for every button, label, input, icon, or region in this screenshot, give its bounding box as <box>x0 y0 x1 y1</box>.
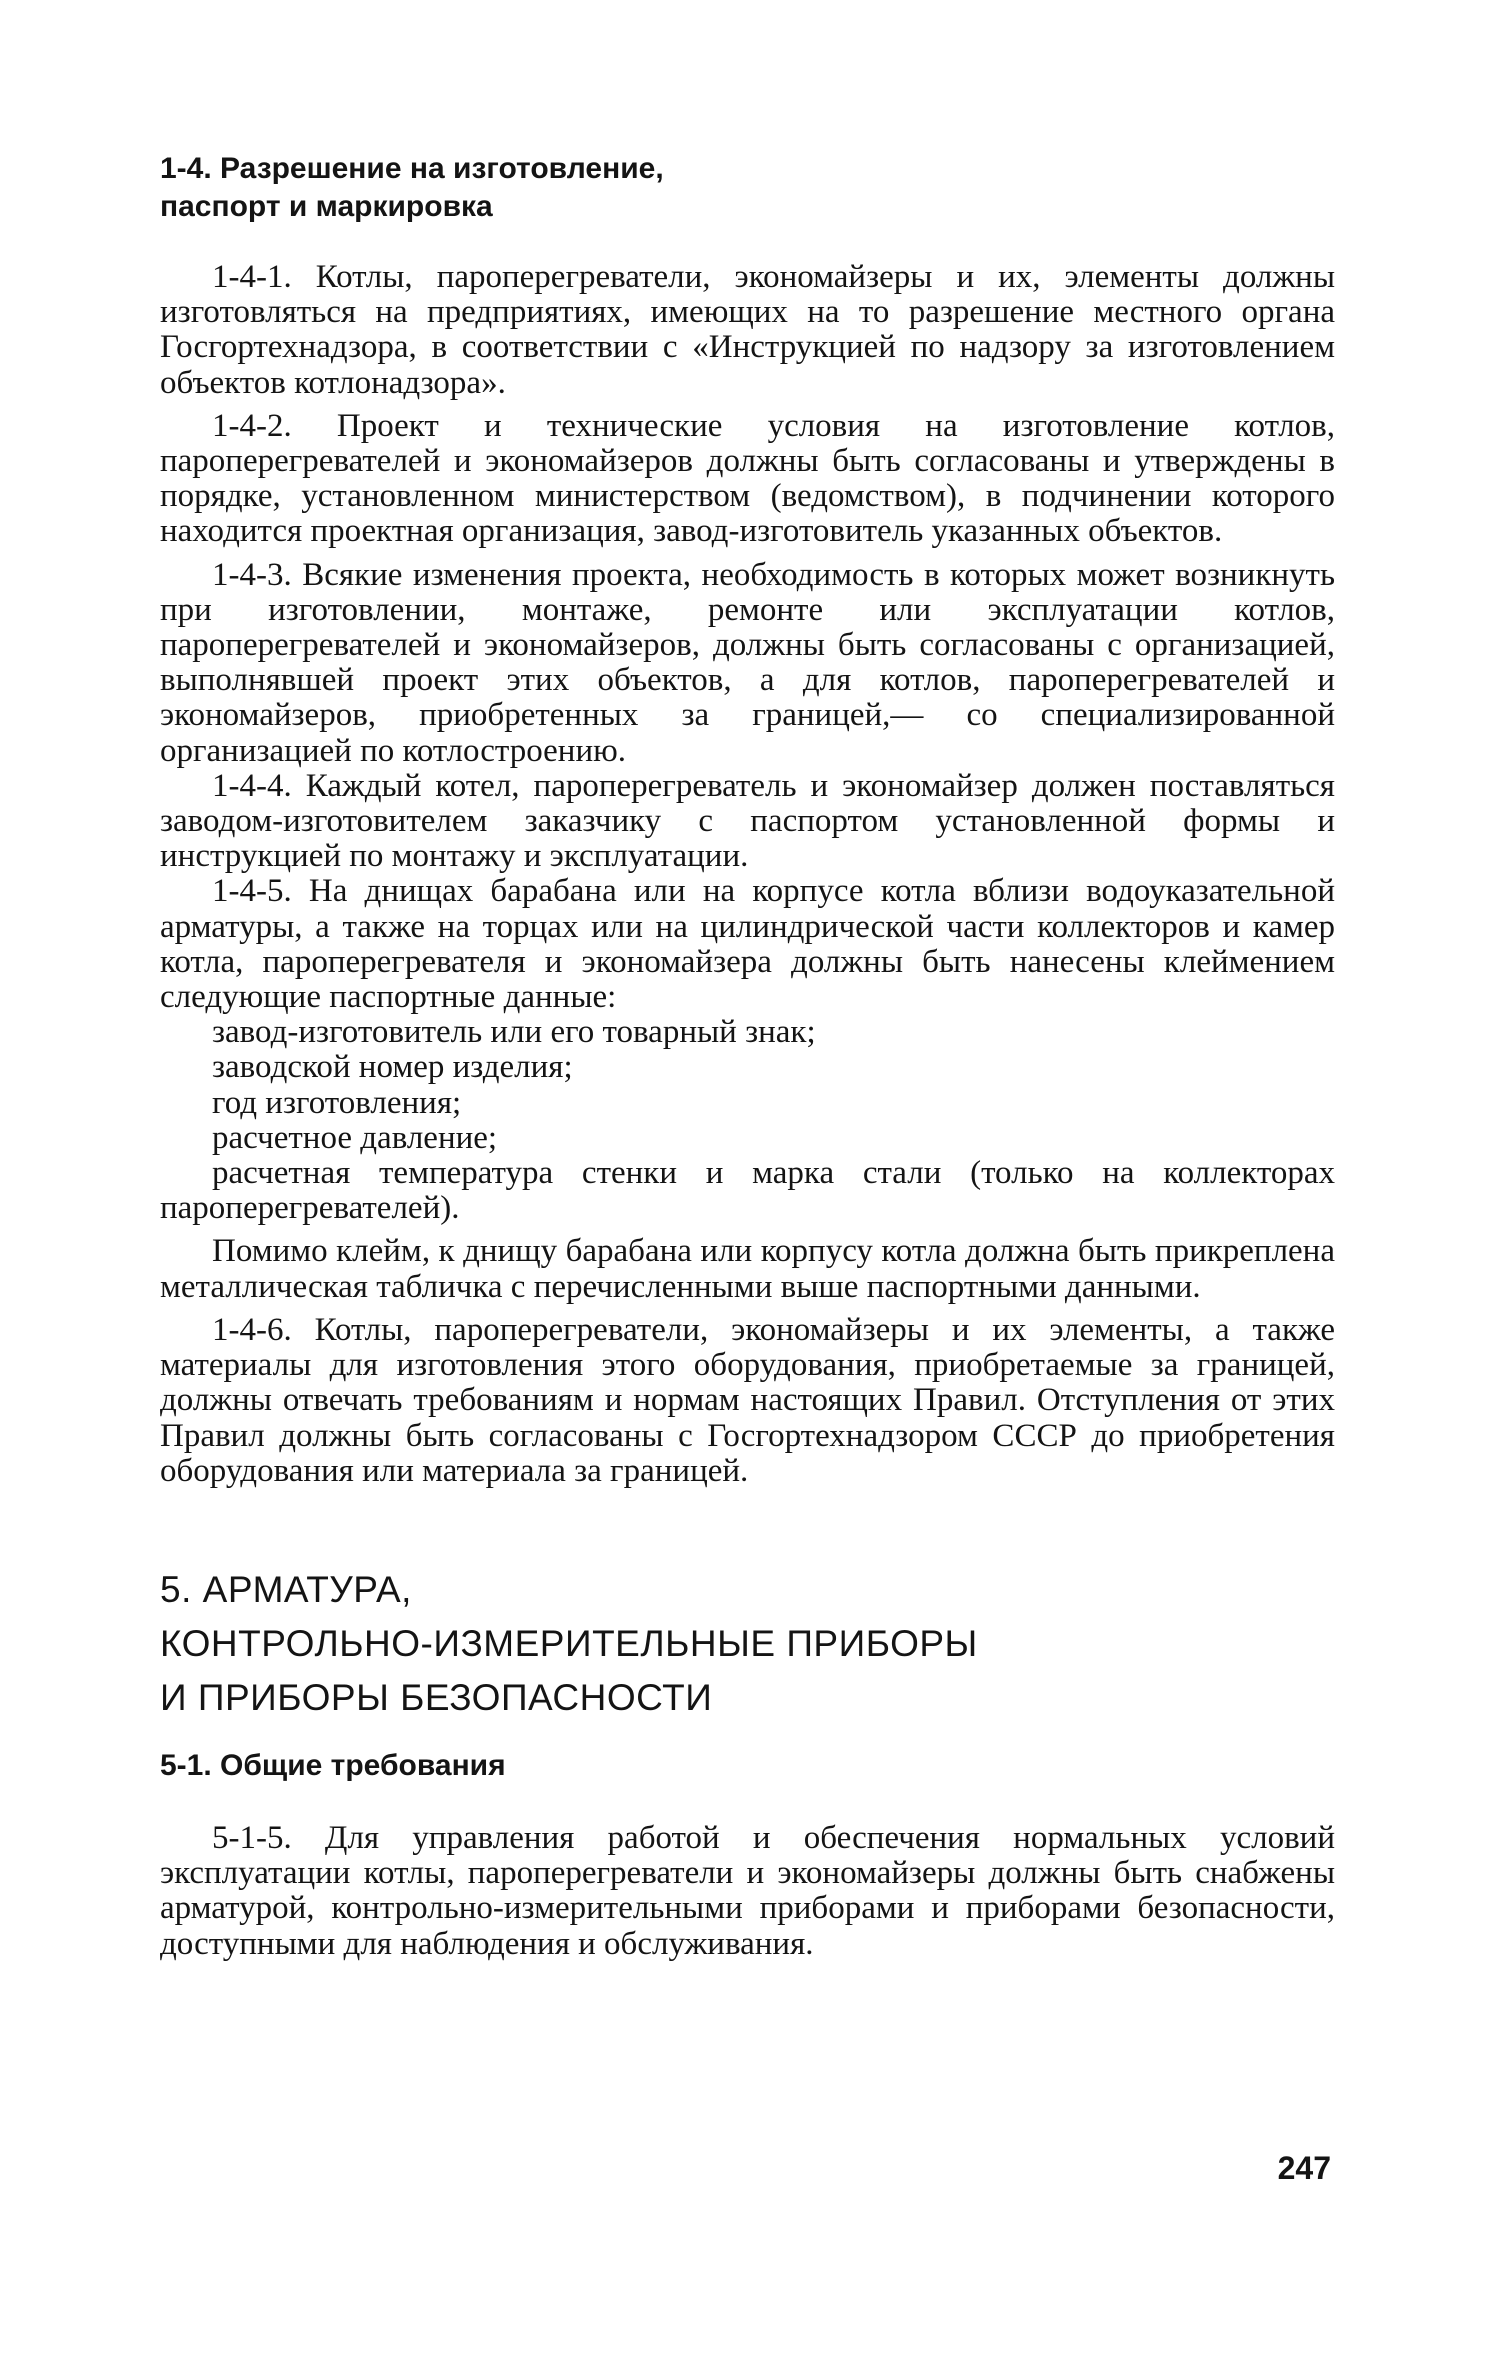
paragraph-1-4-6: 1-4-6. Котлы, пароперегреватели, экономайзеры и их элементы, а также материалы для изготовления этого оборудования, приобретаемые за границей, должны отвечать требованиям и нормам настоящих Правил. Отступления от этих Правил должны быть согласованы с Госгортехнадзором СССР до приобретения оборудования или материала за границей. <box>160 1311 1335 1489</box>
list-item-manufacturer: завод-изготовитель или его товарный знак; <box>212 1014 816 1051</box>
paragraph-5-1-5: 5-1-5. Для управления работой и обеспечения нормальных условий эксплуатации котлы, пароперегреватели и экономайзеры должны быть снабжены арматурой, контрольно-измерительными приборами и приборами безопасности, доступными для наблюдения и обслуживания. <box>160 1819 1335 1962</box>
list-item-temperature: расчетная температура стенки и марка стали (только на коллекторах пароперегревателей). <box>160 1155 1335 1227</box>
list-item-pressure: расчетное давление; <box>212 1119 498 1156</box>
section-1-4-heading-line1: 1-4. Разрешение на изготовление, <box>160 152 664 185</box>
section-5-1-heading: 5-1. Общие требования <box>160 1748 506 1782</box>
paragraph-1-4-5: 1-4-5. На днищах барабана или на корпусе котла вблизи водоуказательной арматуры, а также на торцах или на цилиндрической части коллекторов и камер котла, пароперегревателя и экономайзера должны быть нанесены клеймением следующие паспортные данные: <box>160 873 1335 1016</box>
paragraph-1-4-1: 1-4-1. Котлы, пароперегреватели, экономайзеры и их, элементы должны изготовляться на предприятиях, имеющих на то разрешение местного органа Госгортехнадзора, в соответствии с «Инструкцией по надзору за изготовлением объектов котлонадзора». <box>160 259 1335 401</box>
paragraph-1-4-2: 1-4-2. Проект и технические условия на изготовление котлов, пароперегревателей и экономайзеров должны быть согласованы и утверждены в порядке, установленном министерством (ведомством), в подчинении которого находится проектная организация, завод-изготовитель указанных объектов. <box>160 407 1335 550</box>
section-5-1 <box>160 1747 1335 1962</box>
chapter-title-line1: 5. АРМАТУРА, <box>160 1568 412 1610</box>
list-item-year: год изготовления; <box>212 1084 462 1121</box>
section-1-4-heading-line2: паспорт и маркировка <box>160 190 493 223</box>
list-item-serial-number: заводской номер изделия; <box>212 1049 573 1086</box>
document-page <box>160 150 1335 2330</box>
paragraph-1-4-4: 1-4-4. Каждый котел, пароперегреватель и экономайзер должен поставляться заводом-изготовителем заказчику с паспортом установленной формы и инструкцией по монтажу и эксплуатации. <box>160 767 1335 875</box>
paragraph-1-4-3: 1-4-3. Всякие изменения проекта, необходимость в которых может возникнуть при изготовлении, монтаже, ремонте или эксплуатации котлов, пароперегревателей и экономайзеров, должны быть согласованы с организацией, выполнявшей проект этих объектов, а для котлов, пароперегревателей и экономайзеров, приобретенных за границей,— со специализированной организацией по котлостроению. <box>160 556 1335 769</box>
paragraph-plate: Помимо клейм, к днищу барабана или корпусу котла должна быть прикреплена металлическая табличка с перечисленными выше паспортными данными. <box>160 1233 1335 1305</box>
page-number: 247 <box>1277 2150 1331 2186</box>
section-1-4 <box>160 150 1335 1489</box>
chapter-title-line3: И ПРИБОРЫ БЕЗОПАСНОСТИ <box>160 1676 713 1718</box>
chapter-title-line2: КОНТРОЛЬНО-ИЗМЕРИТЕЛЬНЫЕ ПРИБОРЫ <box>160 1622 978 1664</box>
chapter-5-title <box>160 1563 1335 1725</box>
